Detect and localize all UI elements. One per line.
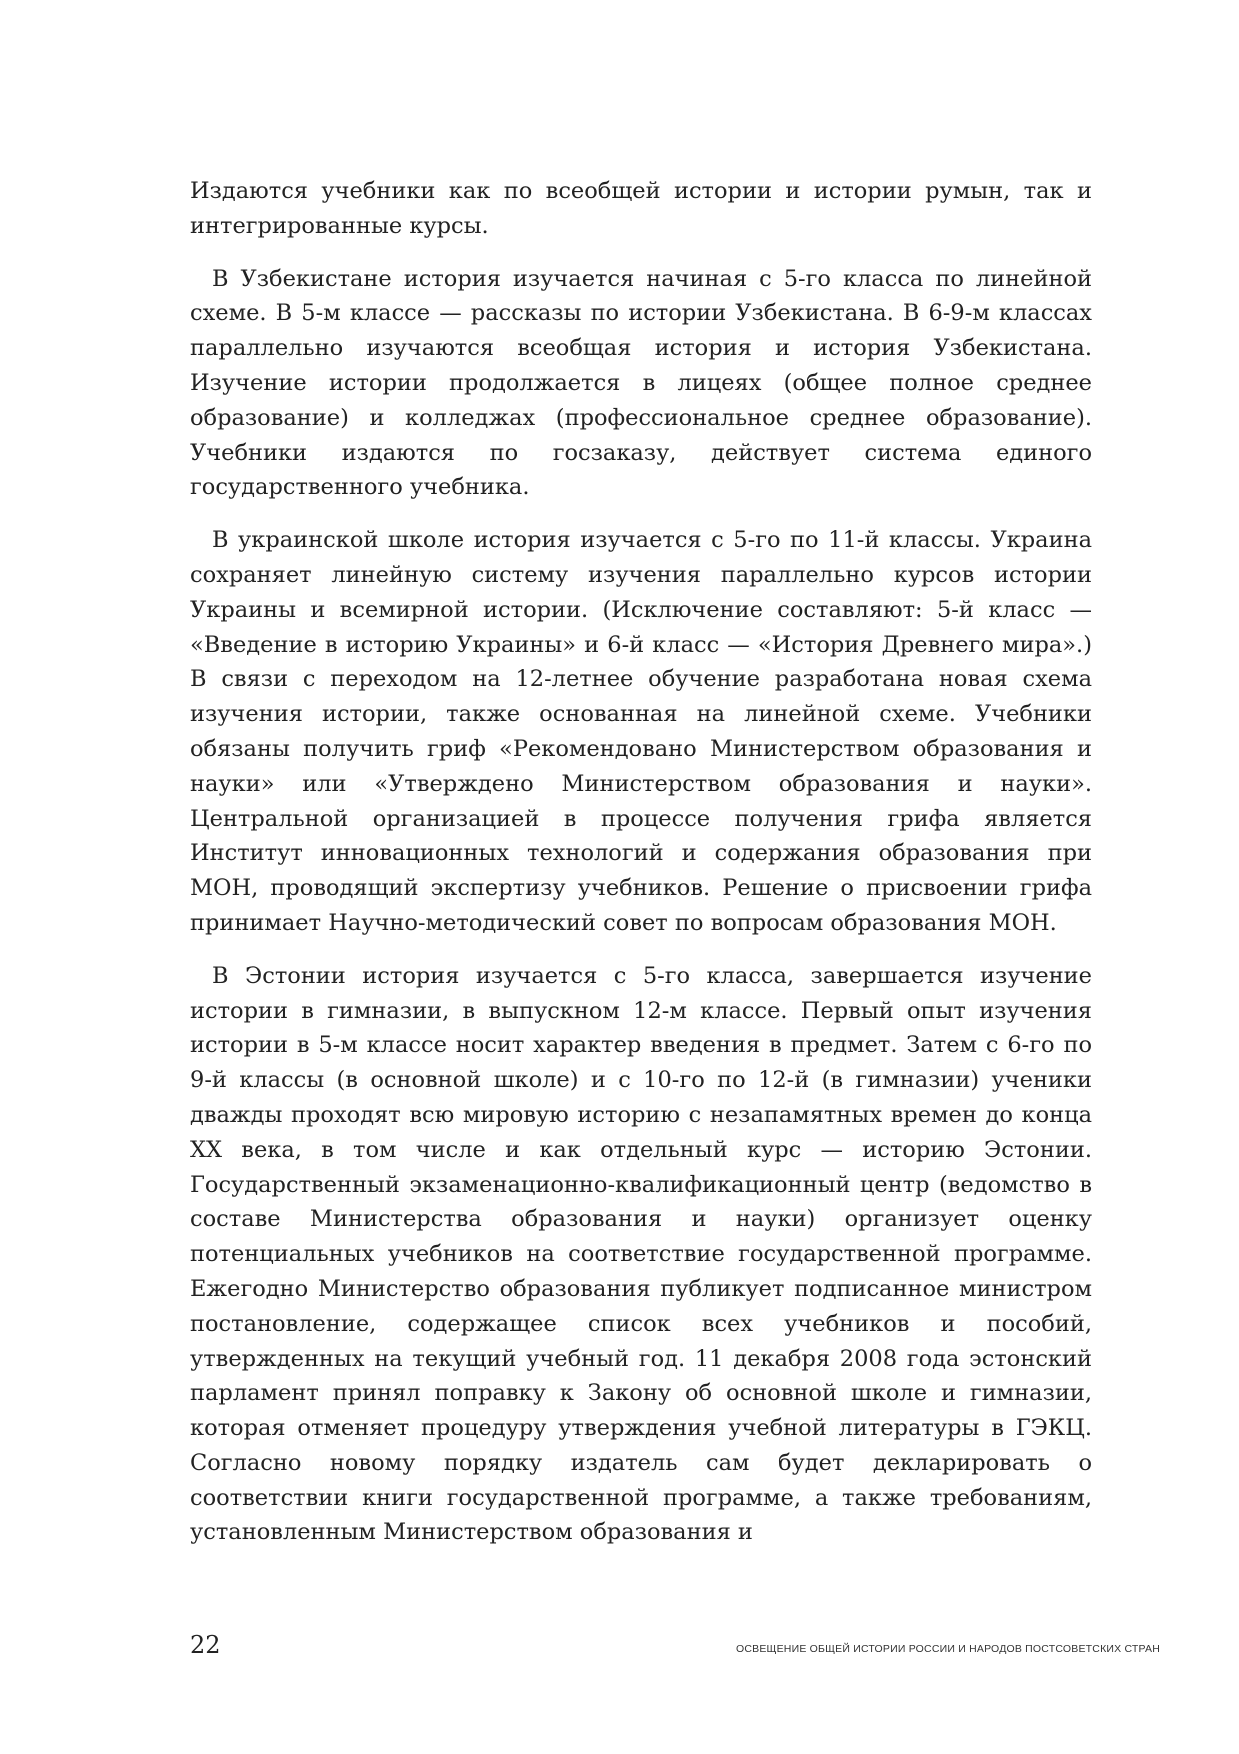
page-footer: [190, 1630, 1160, 1670]
paragraph-estonia: В Эстонии история изучается с 5-го класса, завершается изучение истории в гимназии, в выпускном 12-м классе. Первый опыт изучения истории в 5-м классе носит характер введения в предмет. Затем с 6-го по 9-й классы (в основной школе) и с 10-го по 12-й (в гимназии) ученики дважды проходят всю мировую историю с незапамятных времен до конца XX века, в том числе и как отдельный курс — историю Эстонии. Государственный экзаменационно-квалификационный центр (ведомство в составе Министерства образования и науки) организует оценку потенциальных учебников на соответствие государственной программе. Ежегодно Министерство образования публикует подписанное министром постановление, содержащее список всех учебников и пособий, утвержденных на текущий учебный год. 11 декабря 2008 года эстонский парламент принял поправку к Закону об основной школе и гимназии, которая отменяет процедуру утверждения учебной литературы в ГЭКЦ. Согласно новому порядку издатель сам будет декларировать о соответствии книги государственной программе, а также требованиям, установленным Министерством образования и: [190, 962, 1092, 1546]
page-number: 22: [190, 1631, 221, 1659]
running-title: ОСВЕЩЕНИЕ ОБЩЕЙ ИСТОРИИ РОССИИ И НАРОДОВ ПОСТСОВЕТСКИХ СТРАН: [735, 1643, 1160, 1655]
page-body: [190, 174, 1092, 1568]
paragraph-ukraine: В украинской школе история изучается с 5-го по 11-й классы. Украина сохраняет линейную систему изучения параллельно курсов истории Украины и всемирной истории. (Исключение составляют: 5-й класс — «Введение в историю Украины» и 6-й класс — «История Древнего мира».) В связи с переходом на 12-летнее обучение разработана новая схема изучения истории, также основанная на линейной схеме. Учебники обязаны получить гриф «Рекомендовано Министерством образования и науки» или «Утверждено Министерством образования и науки». Центральной организацией в процессе получения грифа является Институт инновационных технологий и содержания образования при МОН, проводящий экспертизу учебников. Решение о присвоении грифа принимает Научно-методический совет по вопросам образования МОН.: [190, 527, 1092, 936]
paragraph-moldova-continuation: Издаются учебники как по всеобщей истории и истории румын, так и интегрированные курсы.: [190, 178, 1092, 239]
paragraph-uzbekistan: В Узбекистане история изучается начиная с 5-го класса по линейной схеме. В 5-м классе — рассказы по истории Узбекистана. В 6-9-м классах параллельно изучаются всеобщая история и история Узбекистана. Изучение истории продолжается в лицеях (общее полное среднее образование) и колледжах (профессиональное среднее образование). Учебники издаются по госзаказу, действует система единого государственного учебника.: [190, 265, 1092, 501]
